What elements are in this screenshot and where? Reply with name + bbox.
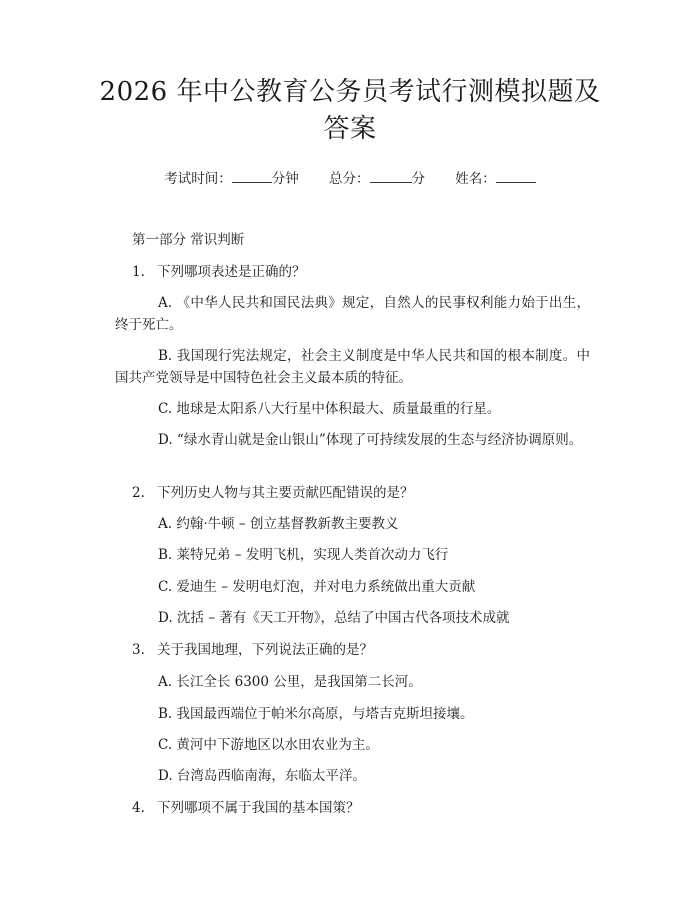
total-score-blank bbox=[370, 170, 412, 183]
question-text: 下列哪项表述是正确的？ bbox=[157, 264, 306, 280]
name-label: 姓名： bbox=[455, 171, 496, 187]
question-number: 3. bbox=[132, 642, 145, 658]
document-title: 2026 年中公教育公务员考试行测模拟题及答案 bbox=[99, 77, 601, 144]
question-3-option-a: A. 长江全长 6300 公里，是我国第二长河。 bbox=[158, 674, 422, 690]
exam-info-line bbox=[0, 167, 700, 187]
exam-time-blank bbox=[232, 170, 272, 183]
question-2-option-b: B. 莱特兄弟 – 发明飞机，实现人类首次动力飞行 bbox=[158, 547, 449, 563]
question-1-option-c: C. 地球是太阳系八大行星中体积最大、质量最重的行星。 bbox=[158, 401, 501, 417]
question-1-option-d: D. “绿水青山就是金山银山”体现了可持续发展的生态与经济协调原则。 bbox=[158, 432, 583, 448]
exam-time-field bbox=[164, 167, 299, 187]
exam-time-label: 考试时间： bbox=[164, 171, 232, 187]
question-3-option-c: C. 黄河中下游地区以水田农业为主。 bbox=[158, 737, 379, 753]
question-text: 下列哪项不属于我国的基本国策？ bbox=[157, 800, 360, 816]
question-3 bbox=[132, 639, 373, 661]
question-1 bbox=[132, 261, 306, 283]
total-score-label: 总分： bbox=[329, 171, 370, 187]
question-number: 4. bbox=[132, 800, 145, 816]
name-blank bbox=[496, 170, 536, 183]
question-number: 1. bbox=[132, 264, 145, 280]
total-score-field bbox=[329, 167, 425, 187]
section-heading: 第一部分 常识判断 bbox=[132, 232, 245, 248]
question-1-option-b: B. 我国现行宪法规定，社会主义制度是中华人民共和国的根本制度。中国共产党领导是中国特色社会主义最本质的特征。 bbox=[115, 348, 590, 386]
question-text: 下列历史人物与其主要贡献匹配错误的是？ bbox=[157, 485, 414, 501]
question-number: 2. bbox=[132, 485, 145, 501]
question-2-option-a: A. 约翰·牛顿 – 创立基督教新教主要教义 bbox=[158, 516, 399, 532]
question-3-option-b: B. 我国最西端位于帕米尔高原，与塔吉克斯坦接壤。 bbox=[158, 706, 474, 722]
question-2-option-d: D. 沈括 – 著有《天工开物》，总结了中国古代各项技术成就 bbox=[158, 610, 510, 626]
total-score-unit: 分 bbox=[411, 171, 425, 187]
name-field bbox=[455, 167, 536, 187]
question-4 bbox=[132, 797, 360, 819]
exam-time-unit: 分钟 bbox=[271, 171, 299, 187]
question-2-option-c: C. 爱迪生 – 发明电灯泡，并对电力系统做出重大贡献 bbox=[158, 579, 476, 595]
question-text: 关于我国地理，下列说法正确的是？ bbox=[157, 642, 373, 658]
question-1-option-a: A. 《中华人民共和国民法典》规定，自然人的民事权利能力始于出生，终于死亡。 bbox=[115, 295, 590, 333]
question-3-option-d: D. 台湾岛西临南海，东临太平洋。 bbox=[158, 768, 366, 784]
question-2 bbox=[132, 482, 414, 504]
